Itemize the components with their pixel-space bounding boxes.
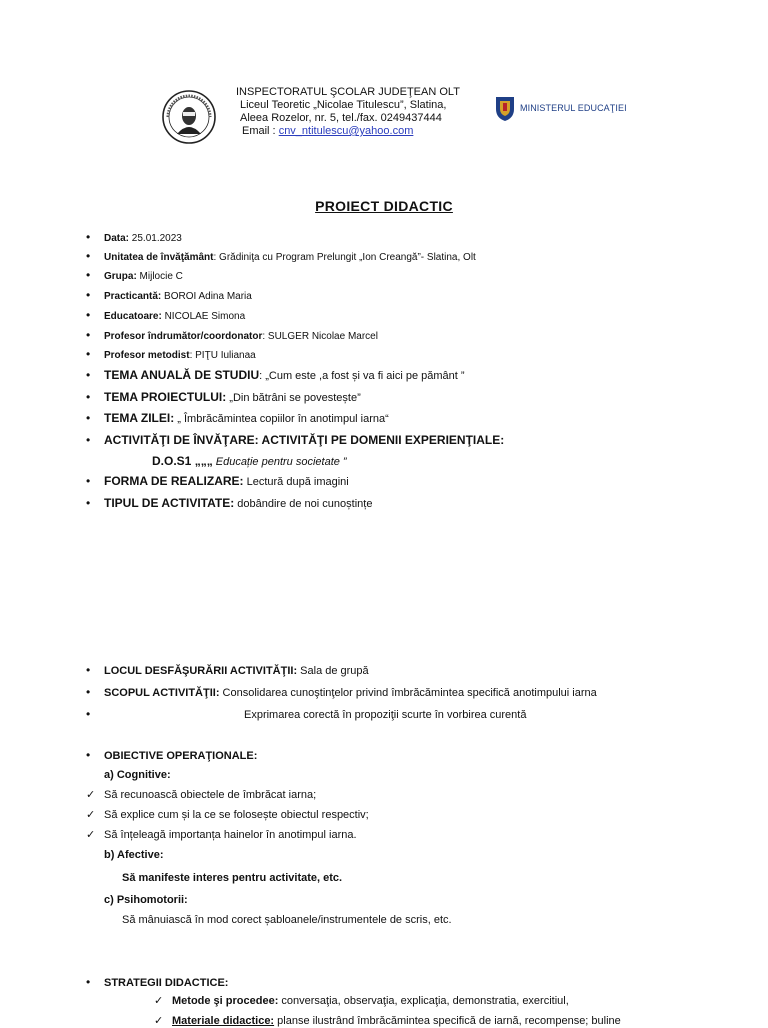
- tema-zilei: • TEMA ZILEI: „ Îmbrăcămintea copiilor în anotimpul iarna“: [104, 411, 389, 427]
- obiectiv-afectiv: Să manifeste interes pentru activitate, etc.: [122, 872, 343, 884]
- obiectiv-cognitiv: ✓ Să explice cum și la ce se folosește obiectul respectiv;: [86, 809, 369, 821]
- detail-profesor-metodist: • Profesor metodist: PIŢU Iulianaa: [104, 349, 256, 362]
- detail-unitatea: • Unitatea de învăţământ: Grădiniţa cu Program Prelungit „Ion Creangă”- Slatina, Olt: [104, 251, 476, 264]
- detail-profesor-coordonator: • Profesor îndrumător/coordonator: SULGER Nicolae Marcel: [104, 330, 378, 343]
- page-title: PROIECT DIDACTIC: [315, 198, 453, 214]
- header-inspectorate: INSPECTORATUL ŞCOLAR JUDEŢEAN OLT: [236, 86, 460, 98]
- obiective-psihomotorii-heading: c) Psihomotorii:: [104, 894, 188, 906]
- obiective-afective-heading: b) Afective:: [104, 849, 164, 861]
- ministry-logo: [494, 94, 627, 122]
- dos-line: D.O.S1 „„„ Educație pentru societate ”: [152, 454, 347, 468]
- locul-desfasurarii: • LOCUL DESFĂŞURĂRII ACTIVITĂŢII: Sala de grupă: [104, 663, 369, 679]
- strategii-didactice: • STRATEGII DIDACTICE:: [104, 975, 228, 991]
- detail-practicanta: • Practicantă: BOROI Adina Maria: [104, 290, 252, 303]
- scopul-activitatii-2: • Exprimarea corectă în propoziţii scurte în vorbirea curentă: [104, 707, 526, 723]
- obiectiv-cognitiv: ✓ Să înțeleagă importanța hainelor în anotimpul iarna.: [86, 829, 357, 841]
- forma-realizare: • FORMA DE REALIZARE: Lectură după imagini: [104, 474, 349, 490]
- coat-of-arms-icon: [494, 94, 516, 122]
- header-school: Liceul Teoretic „Nicolae Titulescu”, Slatina,: [240, 99, 447, 111]
- tema-anuala: • TEMA ANUALĂ DE STUDIU: „Cum este ,a fost și va fi aici pe pământ ”: [104, 368, 465, 384]
- metode-procedee: ✓ Metode şi procedee: conversaţia, observaţia, explicaţia, demonstratia, exercitiul,: [154, 995, 569, 1007]
- detail-educatoare: • Educatoare: NICOLAE Simona: [104, 310, 245, 323]
- scopul-activitatii: • SCOPUL ACTIVITĂŢII: Consolidarea cunoştinţelor privind îmbrăcămintea specifică anotimpului iarna: [104, 685, 597, 701]
- obiectiv-psihomotor: Să mânuiască în mod corect șabloanele/instrumentele de scris, etc.: [122, 914, 452, 926]
- school-logo-icon: [162, 90, 216, 144]
- header-address: Aleea Rozelor, nr. 5, tel./fax. 0249437444: [240, 112, 442, 124]
- tema-proiectului: • TEMA PROIECTULUI: „Din bătrâni se povestește”: [104, 390, 361, 406]
- obiective-cognitive-heading: a) Cognitive:: [104, 769, 171, 781]
- header-email-row: [242, 125, 413, 138]
- obiectiv-cognitiv: ✓ Să recunoască obiectele de îmbrăcat iarna;: [86, 789, 317, 801]
- ministry-label: MINISTERUL EDUCAŢIEI: [520, 103, 627, 113]
- email-label: Email :: [242, 125, 276, 137]
- obiective-operationale: • OBIECTIVE OPERAŢIONALE:: [104, 748, 257, 764]
- activitati-invatare: • ACTIVITĂŢI DE ÎNVĂŢARE: ACTIVITĂŢI PE DOMENII EXPERIENŢIALE:: [104, 433, 504, 448]
- detail-grupa: • Grupa: Mijlocie C: [104, 270, 183, 283]
- email-link[interactable]: cnv_ntitulescu@yahoo.com: [278, 125, 414, 137]
- materiale-didactice: ✓ Materiale didactice: planse ilustrând îmbrăcămintea specifică de iarnă, recompense; buline: [154, 1015, 621, 1027]
- tipul-activitate: • TIPUL DE ACTIVITATE: dobândire de noi cunoștințe: [104, 496, 372, 512]
- detail-data: • Data: 25.01.2023: [104, 232, 182, 245]
